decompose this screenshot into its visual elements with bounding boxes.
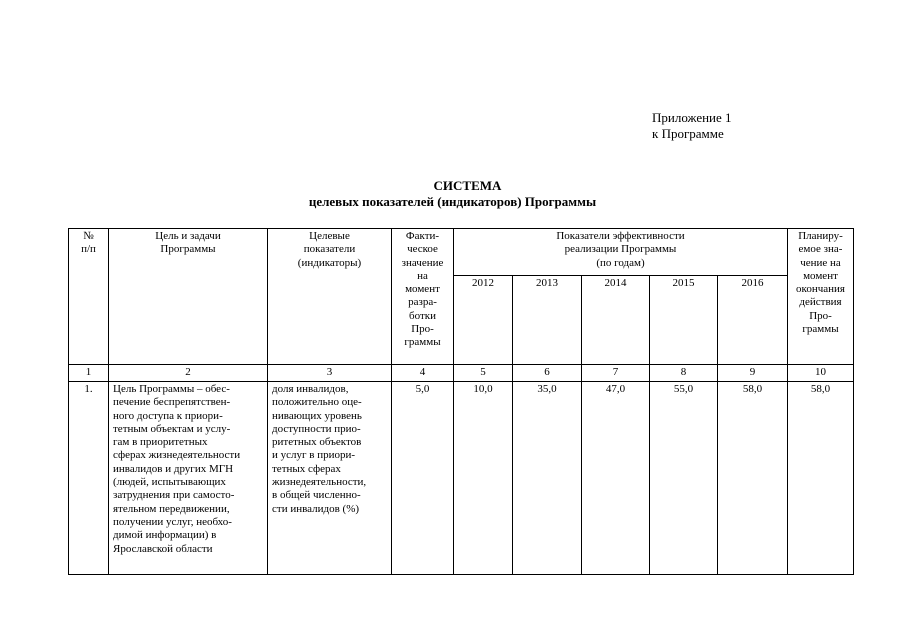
table-row <box>69 382 854 575</box>
column-number: 5 <box>454 365 513 382</box>
column-number: 1 <box>69 365 109 382</box>
row-value-2012: 10,0 <box>454 382 513 575</box>
row-value-2015: 55,0 <box>650 382 718 575</box>
header-num: № п/п <box>69 229 109 365</box>
document-title <box>0 178 905 210</box>
row-indicator: доля инвалидов, положительно оце- нивающих уровень доступности прио- ритетных объектов и услуг в приори- тетных сферах жизнедеятельности, в общей численно- сти инвалидов (%) <box>268 382 392 575</box>
row-value-2016: 58,0 <box>718 382 788 575</box>
header-actual: Факти- ческое значение на момент разра- ботки Про- граммы <box>392 229 454 365</box>
column-number-row <box>69 365 854 382</box>
appendix-note <box>652 110 732 142</box>
appendix-line-1: Приложение 1 <box>652 110 732 125</box>
header-row-1 <box>69 229 854 276</box>
title-line-2: целевых показателей (индикаторов) Программы <box>308 194 597 209</box>
title-line-1: СИСТЕМА <box>433 178 502 193</box>
column-number: 8 <box>650 365 718 382</box>
header-year-2016: 2016 <box>718 276 788 365</box>
row-actual-value: 5,0 <box>392 382 454 575</box>
column-number: 10 <box>788 365 854 382</box>
row-value-2014: 47,0 <box>582 382 650 575</box>
column-number: 9 <box>718 365 788 382</box>
column-number: 4 <box>392 365 454 382</box>
header-planned: Планиру- емое зна- чение на момент окончания действия Про- граммы <box>788 229 854 365</box>
row-value-2013: 35,0 <box>513 382 582 575</box>
column-number: 2 <box>109 365 268 382</box>
header-year-2015: 2015 <box>650 276 718 365</box>
header-indicators: Целевые показатели (индикаторы) <box>268 229 392 365</box>
column-number: 7 <box>582 365 650 382</box>
column-number: 3 <box>268 365 392 382</box>
indicators-table <box>68 228 854 575</box>
row-planned-value: 58,0 <box>788 382 854 575</box>
header-goal: Цель и задачи Программы <box>109 229 268 365</box>
column-number: 6 <box>513 365 582 382</box>
header-year-2012: 2012 <box>454 276 513 365</box>
row-num: 1. <box>69 382 109 575</box>
appendix-line-2: к Программе <box>652 126 724 141</box>
header-year-2014: 2014 <box>582 276 650 365</box>
header-year-2013: 2013 <box>513 276 582 365</box>
row-goal: Цель Программы – обес- печение беспрепятствен- ного доступа к приори- тетным объектам и услу- гам в приоритетных сферах жизнедеятельности инвалидов и других МГН (людей, испытывающих затруднения при самосто- ятельном передвижении, получении услуг, необхо- димой информации) в Ярославской области <box>109 382 268 575</box>
header-efficiency: Показатели эффективности реализации Программы (по годам) <box>454 229 788 276</box>
